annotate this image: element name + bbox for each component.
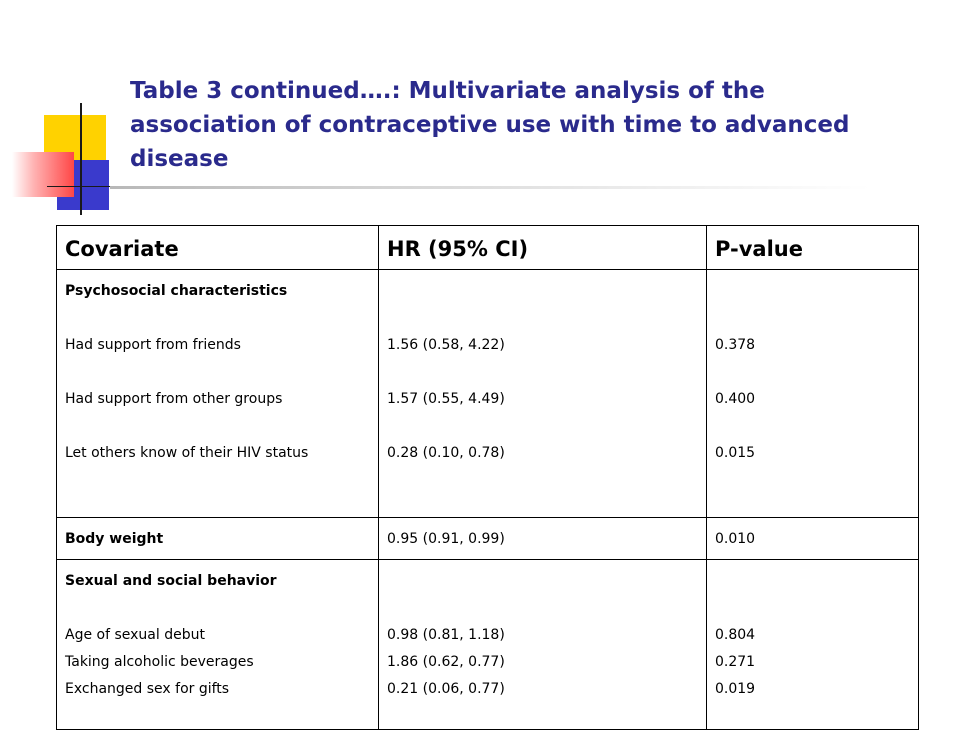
header-hr: HR (95% CI): [379, 226, 707, 270]
hr-value: 0.28 (0.10, 0.78): [387, 445, 505, 461]
covariate-cell: [57, 560, 379, 730]
section-label: Body weight: [65, 531, 164, 547]
hr-cell: [379, 270, 707, 518]
section-label: Sexual and social behavior: [65, 573, 277, 589]
p-value: 0.804: [715, 627, 756, 643]
hr-value: 0.21 (0.06, 0.77): [387, 681, 505, 697]
hr-cell: [379, 518, 707, 560]
table-header-row: [57, 226, 919, 270]
section-label: Psychosocial characteristics: [65, 283, 288, 299]
p-value-cell: [707, 518, 919, 560]
p-value-cell: [707, 270, 919, 518]
p-value: 0.019: [715, 681, 756, 697]
p-value-cell: [707, 560, 919, 730]
covariate-label: Taking alcoholic beverages: [65, 654, 254, 670]
header-covariate: Covariate: [57, 226, 379, 270]
table-row-psychosocial: [57, 270, 919, 518]
decor-red-gradient-square: [12, 152, 74, 197]
decor-vertical-line: [80, 103, 82, 215]
covariate-label: Exchanged sex for gifts: [65, 681, 230, 697]
covariate-label: Age of sexual debut: [65, 627, 205, 643]
slide-title: Table 3 continued….: Multivariate analysis of the association of contraceptive use with time to advanced disease: [130, 78, 850, 172]
hr-cell: [379, 560, 707, 730]
p-value: 0.400: [715, 391, 756, 407]
p-value: 0.378: [715, 337, 756, 353]
hr-value: 1.56 (0.58, 4.22): [387, 337, 505, 353]
covariate-cell: [57, 270, 379, 518]
results-table: [56, 225, 919, 730]
covariate-label: Let others know of their HIV status: [65, 445, 309, 461]
results-table-container: [56, 225, 918, 730]
covariate-label: Had support from other groups: [65, 391, 283, 407]
hr-value: 1.86 (0.62, 0.77): [387, 654, 505, 670]
hr-value: 0.98 (0.81, 1.18): [387, 627, 505, 643]
table-row-sexual-social: [57, 560, 919, 730]
hr-value: 0.95 (0.91, 0.99): [387, 531, 505, 547]
table-row-body-weight: [57, 518, 919, 560]
p-value: 0.010: [715, 531, 756, 547]
p-value: 0.271: [715, 654, 756, 670]
title-underline-rule: [110, 186, 870, 189]
header-p-value: P-value: [707, 226, 919, 270]
p-value: 0.015: [715, 445, 756, 461]
hr-value: 1.57 (0.55, 4.49): [387, 391, 505, 407]
covariate-label: Had support from friends: [65, 337, 241, 353]
covariate-cell: [57, 518, 379, 560]
